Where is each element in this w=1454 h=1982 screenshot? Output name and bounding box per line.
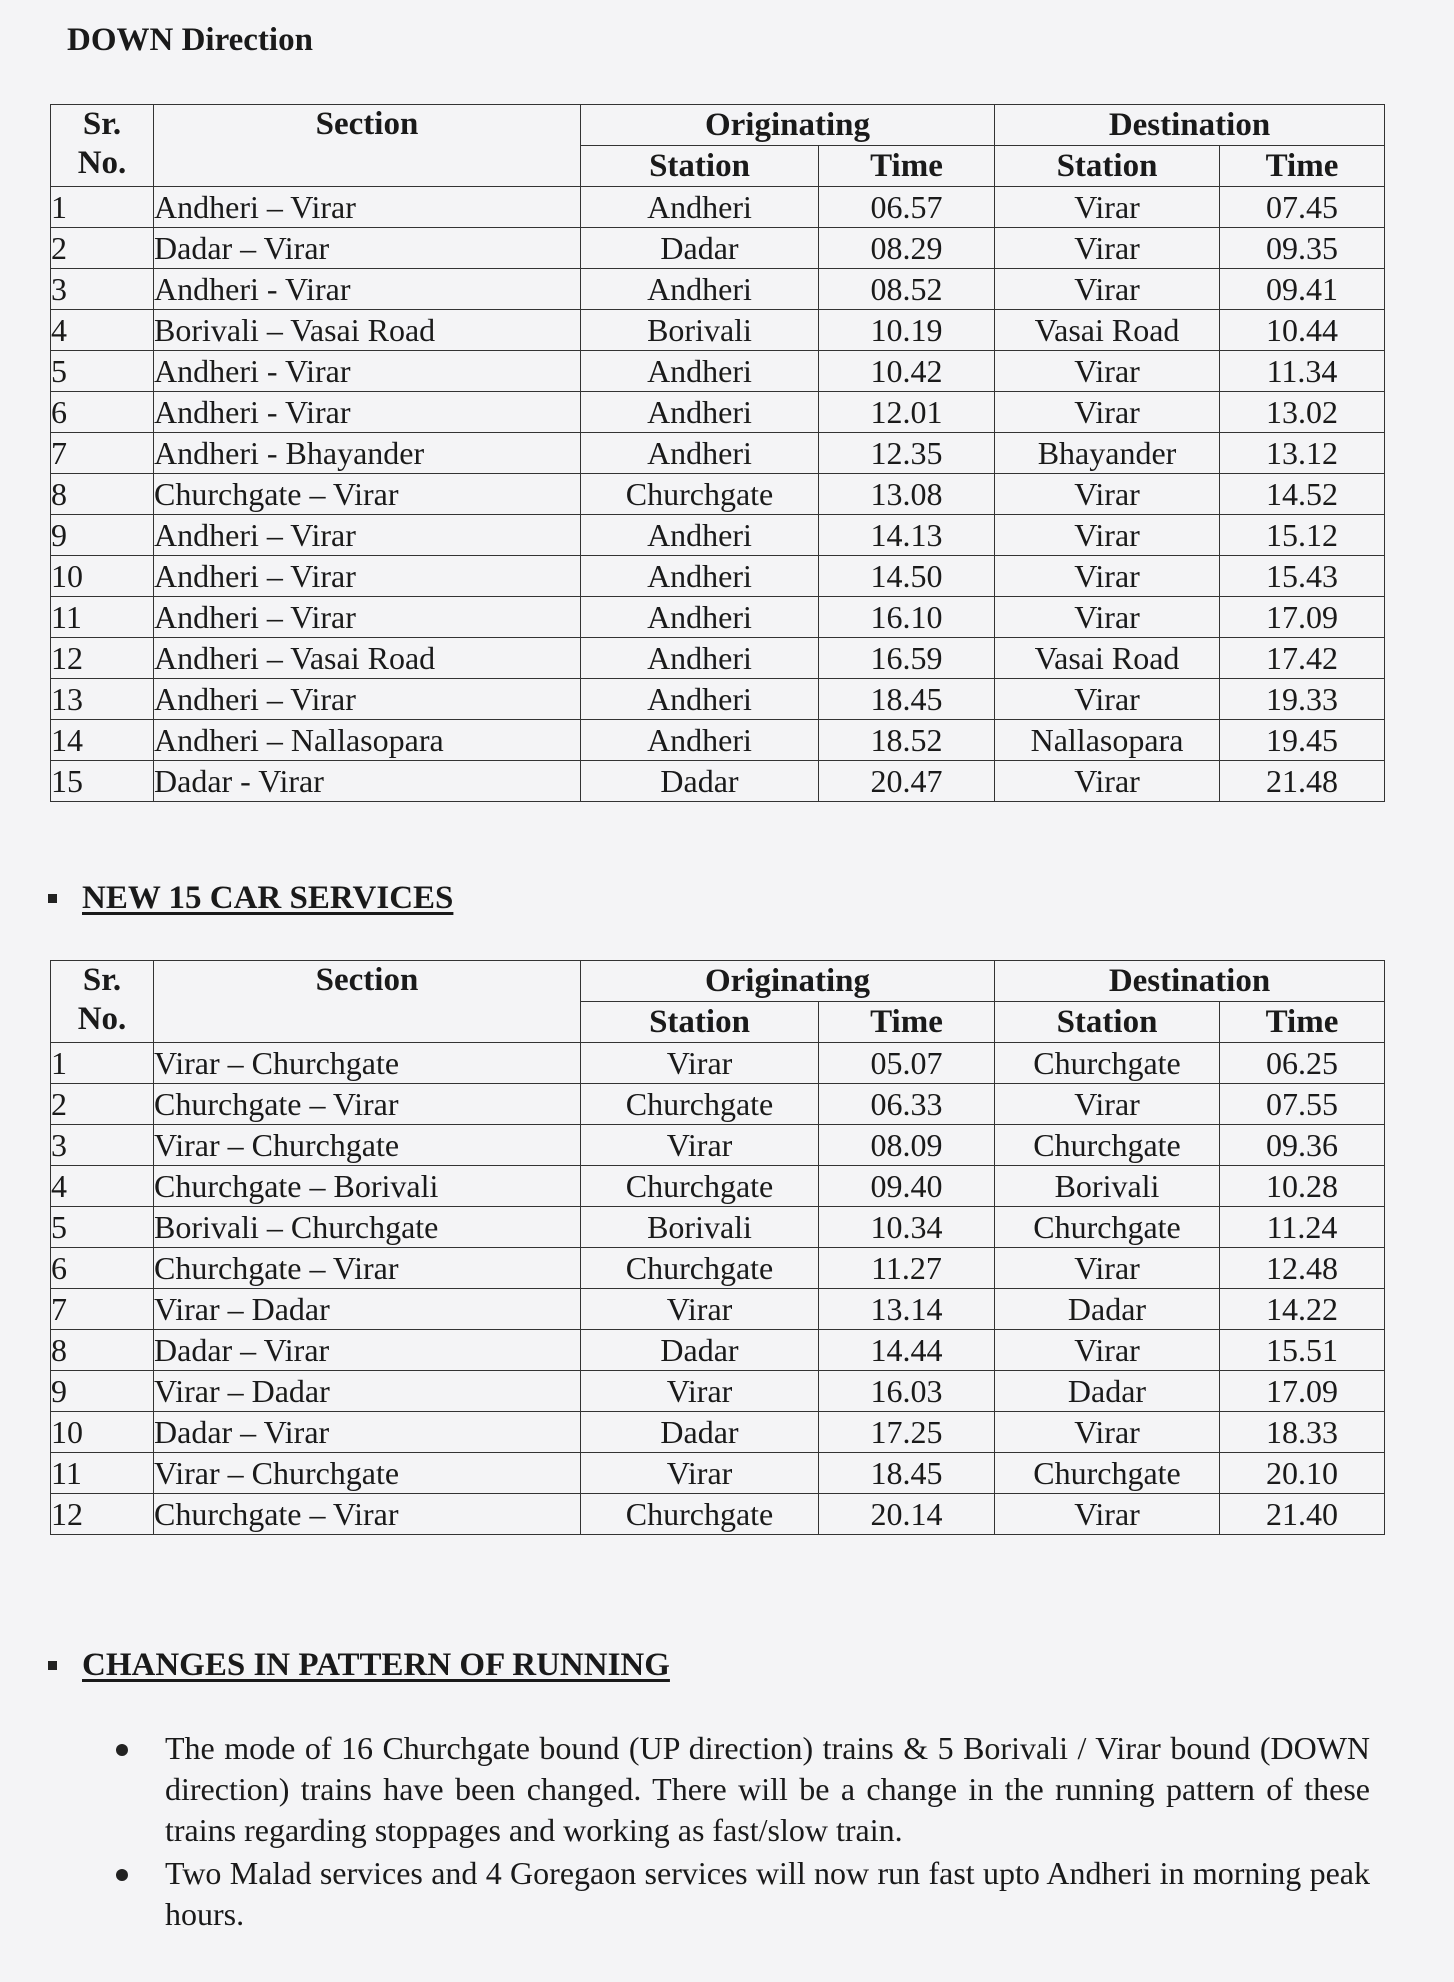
table-row: [51, 474, 1385, 515]
row-sr-no: 8: [51, 474, 154, 515]
row-orig-time: 20.47: [819, 761, 995, 802]
row-orig-time: 18.45: [819, 1453, 995, 1494]
table-row: [51, 433, 1385, 474]
row-dest-time: 15.51: [1220, 1330, 1385, 1371]
row-orig-station: Andheri: [581, 515, 819, 556]
row-orig-station: Borivali: [581, 1207, 819, 1248]
row-dest-station: Virar: [995, 1084, 1220, 1125]
row-dest-station: Virar: [995, 515, 1220, 556]
row-section: Virar – Dadar: [154, 1371, 581, 1412]
row-dest-time: 21.48: [1220, 761, 1385, 802]
row-orig-time: 16.10: [819, 597, 995, 638]
row-dest-station: Virar: [995, 1248, 1220, 1289]
row-dest-time: 11.34: [1220, 351, 1385, 392]
table-row: [51, 515, 1385, 556]
row-orig-time: 08.52: [819, 269, 995, 310]
row-orig-time: 10.19: [819, 310, 995, 351]
row-section: Andheri – Virar: [154, 187, 581, 228]
row-orig-time: 13.14: [819, 1289, 995, 1330]
row-sr-no: 10: [51, 556, 154, 597]
row-orig-station: Churchgate: [581, 1248, 819, 1289]
row-dest-station: Virar: [995, 1412, 1220, 1453]
header-orig-station: Station: [581, 1002, 819, 1043]
row-dest-time: 12.48: [1220, 1248, 1385, 1289]
row-orig-time: 14.13: [819, 515, 995, 556]
table-row: [51, 1371, 1385, 1412]
row-section: Andheri – Virar: [154, 597, 581, 638]
row-orig-station: Virar: [581, 1453, 819, 1494]
row-orig-time: 06.33: [819, 1084, 995, 1125]
header-dest-time: Time: [1220, 1002, 1385, 1043]
row-orig-time: 10.42: [819, 351, 995, 392]
row-dest-station: Virar: [995, 761, 1220, 802]
row-orig-time: 06.57: [819, 187, 995, 228]
row-section: Churchgate – Virar: [154, 1084, 581, 1125]
row-dest-time: 17.09: [1220, 597, 1385, 638]
row-orig-time: 11.27: [819, 1248, 995, 1289]
table-row: [51, 187, 1385, 228]
list-item: [110, 1728, 1370, 1851]
header-section: Section: [154, 105, 581, 187]
header-orig-time: Time: [819, 1002, 995, 1043]
row-sr-no: 5: [51, 351, 154, 392]
row-orig-time: 05.07: [819, 1043, 995, 1084]
changes-heading: [48, 1647, 670, 1684]
row-sr-no: 6: [51, 392, 154, 433]
row-dest-time: 15.43: [1220, 556, 1385, 597]
row-dest-station: Virar: [995, 187, 1220, 228]
row-section: Andheri - Virar: [154, 392, 581, 433]
row-orig-time: 08.29: [819, 228, 995, 269]
row-dest-time: 15.12: [1220, 515, 1385, 556]
row-sr-no: 1: [51, 187, 154, 228]
row-sr-no: 4: [51, 310, 154, 351]
row-section: Churchgate – Borivali: [154, 1166, 581, 1207]
header-sr-no: [51, 961, 154, 1043]
row-orig-station: Dadar: [581, 761, 819, 802]
row-dest-station: Virar: [995, 597, 1220, 638]
row-orig-station: Andheri: [581, 638, 819, 679]
row-dest-time: 20.10: [1220, 1453, 1385, 1494]
row-sr-no: 3: [51, 269, 154, 310]
row-section: Virar – Churchgate: [154, 1453, 581, 1494]
row-dest-time: 09.36: [1220, 1125, 1385, 1166]
row-dest-station: Dadar: [995, 1371, 1220, 1412]
list-item-text: Two Malad services and 4 Goregaon services will now run fast upto Andheri in morning peak hours.: [165, 1855, 1370, 1932]
row-section: Andheri – Vasai Road: [154, 638, 581, 679]
bullet-square-icon: [48, 1661, 57, 1670]
row-section: Andheri - Virar: [154, 351, 581, 392]
header-orig-station: Station: [581, 146, 819, 187]
row-orig-station: Andheri: [581, 679, 819, 720]
table-row: [51, 1330, 1385, 1371]
row-orig-time: 20.14: [819, 1494, 995, 1535]
row-orig-station: Dadar: [581, 1330, 819, 1371]
row-section: Borivali – Churchgate: [154, 1207, 581, 1248]
table-row: [51, 1043, 1385, 1084]
header-sr-no: [51, 105, 154, 187]
row-orig-station: Churchgate: [581, 1084, 819, 1125]
row-orig-time: 12.01: [819, 392, 995, 433]
row-section: Dadar - Virar: [154, 761, 581, 802]
row-orig-station: Andheri: [581, 392, 819, 433]
table-row: [51, 1453, 1385, 1494]
row-dest-time: 09.35: [1220, 228, 1385, 269]
row-section: Borivali – Vasai Road: [154, 310, 581, 351]
row-dest-station: Vasai Road: [995, 638, 1220, 679]
row-orig-station: Dadar: [581, 1412, 819, 1453]
row-orig-time: 18.45: [819, 679, 995, 720]
table-row: [51, 720, 1385, 761]
header-sr: Sr. No.: [77, 962, 127, 1037]
row-sr-no: 9: [51, 515, 154, 556]
row-section: Andheri – Nallasopara: [154, 720, 581, 761]
row-dest-time: 10.44: [1220, 310, 1385, 351]
new-15-car-title: NEW 15 CAR SERVICES: [82, 880, 454, 916]
row-orig-time: 16.03: [819, 1371, 995, 1412]
table-row: [51, 1125, 1385, 1166]
row-dest-station: Virar: [995, 474, 1220, 515]
down-direction-title: DOWN Direction: [67, 22, 313, 58]
row-orig-time: 08.09: [819, 1125, 995, 1166]
row-dest-time: 19.45: [1220, 720, 1385, 761]
row-orig-time: 10.34: [819, 1207, 995, 1248]
row-orig-station: Andheri: [581, 269, 819, 310]
row-dest-station: Dadar: [995, 1289, 1220, 1330]
row-dest-station: Churchgate: [995, 1043, 1220, 1084]
row-dest-time: 11.24: [1220, 1207, 1385, 1248]
row-sr-no: 10: [51, 1412, 154, 1453]
row-sr-no: 11: [51, 597, 154, 638]
row-orig-station: Andheri: [581, 351, 819, 392]
row-sr-no: 12: [51, 1494, 154, 1535]
row-dest-time: 14.52: [1220, 474, 1385, 515]
row-dest-station: Virar: [995, 392, 1220, 433]
row-dest-time: 06.25: [1220, 1043, 1385, 1084]
header-dest-station: Station: [995, 1002, 1220, 1043]
row-section: Dadar – Virar: [154, 1330, 581, 1371]
row-orig-time: 09.40: [819, 1166, 995, 1207]
bullet-dot-icon: [116, 1744, 128, 1756]
row-orig-time: 13.08: [819, 474, 995, 515]
row-section: Virar – Churchgate: [154, 1125, 581, 1166]
row-orig-station: Andheri: [581, 187, 819, 228]
row-section: Churchgate – Virar: [154, 1494, 581, 1535]
table-row: [51, 392, 1385, 433]
row-orig-station: Churchgate: [581, 1166, 819, 1207]
table-row: [51, 310, 1385, 351]
row-orig-time: 17.25: [819, 1412, 995, 1453]
row-dest-station: Borivali: [995, 1166, 1220, 1207]
row-dest-time: 18.33: [1220, 1412, 1385, 1453]
table-row: [51, 1412, 1385, 1453]
header-sr: Sr. No.: [77, 106, 127, 181]
row-sr-no: 6: [51, 1248, 154, 1289]
row-sr-no: 7: [51, 1289, 154, 1330]
list-item: [110, 1853, 1370, 1935]
row-section: Andheri - Virar: [154, 269, 581, 310]
row-sr-no: 5: [51, 1207, 154, 1248]
row-orig-station: Virar: [581, 1043, 819, 1084]
table-row: [51, 1084, 1385, 1125]
row-sr-no: 4: [51, 1166, 154, 1207]
row-orig-station: Andheri: [581, 720, 819, 761]
row-orig-station: Andheri: [581, 433, 819, 474]
row-dest-time: 14.22: [1220, 1289, 1385, 1330]
row-sr-no: 15: [51, 761, 154, 802]
bullet-dot-icon: [116, 1869, 128, 1881]
row-dest-time: 07.55: [1220, 1084, 1385, 1125]
table-row: [51, 1248, 1385, 1289]
row-section: Dadar – Virar: [154, 1412, 581, 1453]
row-dest-time: 10.28: [1220, 1166, 1385, 1207]
table-row: [51, 638, 1385, 679]
row-sr-no: 8: [51, 1330, 154, 1371]
row-orig-station: Borivali: [581, 310, 819, 351]
table-row: [51, 679, 1385, 720]
table-row: [51, 1494, 1385, 1535]
row-orig-station: Andheri: [581, 556, 819, 597]
table-row: [51, 1166, 1385, 1207]
row-section: Churchgate – Virar: [154, 474, 581, 515]
row-sr-no: 11: [51, 1453, 154, 1494]
changes-list: [110, 1728, 1370, 1937]
row-dest-time: 21.40: [1220, 1494, 1385, 1535]
row-dest-station: Virar: [995, 351, 1220, 392]
new-15-car-table: [50, 960, 1385, 1535]
bullet-square-icon: [48, 894, 57, 903]
row-dest-time: 13.12: [1220, 433, 1385, 474]
row-orig-time: 16.59: [819, 638, 995, 679]
row-orig-station: Churchgate: [581, 474, 819, 515]
row-sr-no: 2: [51, 1084, 154, 1125]
row-dest-station: Virar: [995, 556, 1220, 597]
new-15-car-heading: [48, 880, 453, 917]
header-dest-time: Time: [1220, 146, 1385, 187]
row-sr-no: 1: [51, 1043, 154, 1084]
header-orig-time: Time: [819, 146, 995, 187]
row-orig-station: Andheri: [581, 597, 819, 638]
header-destination: Destination: [995, 105, 1385, 146]
table-row: [51, 228, 1385, 269]
row-sr-no: 7: [51, 433, 154, 474]
row-dest-station: Vasai Road: [995, 310, 1220, 351]
row-sr-no: 3: [51, 1125, 154, 1166]
row-section: Virar – Churchgate: [154, 1043, 581, 1084]
row-orig-time: 12.35: [819, 433, 995, 474]
changes-title: CHANGES IN PATTERN OF RUNNING: [82, 1647, 670, 1683]
row-dest-station: Churchgate: [995, 1125, 1220, 1166]
row-orig-station: Virar: [581, 1371, 819, 1412]
row-section: Andheri – Virar: [154, 679, 581, 720]
row-dest-station: Virar: [995, 679, 1220, 720]
row-dest-station: Bhayander: [995, 433, 1220, 474]
header-destination: Destination: [995, 961, 1385, 1002]
table-row: [51, 269, 1385, 310]
header-section: Section: [154, 961, 581, 1043]
header-originating: Originating: [581, 961, 995, 1002]
row-dest-time: 09.41: [1220, 269, 1385, 310]
row-dest-station: Virar: [995, 1330, 1220, 1371]
table-row: [51, 761, 1385, 802]
row-section: Andheri – Virar: [154, 515, 581, 556]
table-row: [51, 597, 1385, 638]
row-dest-station: Churchgate: [995, 1453, 1220, 1494]
row-section: Dadar – Virar: [154, 228, 581, 269]
row-dest-time: 17.42: [1220, 638, 1385, 679]
row-dest-station: Virar: [995, 228, 1220, 269]
row-sr-no: 12: [51, 638, 154, 679]
row-section: Churchgate – Virar: [154, 1248, 581, 1289]
row-orig-time: 18.52: [819, 720, 995, 761]
row-orig-station: Virar: [581, 1125, 819, 1166]
table-row: [51, 351, 1385, 392]
row-sr-no: 2: [51, 228, 154, 269]
table-row: [51, 1289, 1385, 1330]
row-sr-no: 14: [51, 720, 154, 761]
row-orig-station: Dadar: [581, 228, 819, 269]
row-dest-station: Nallasopara: [995, 720, 1220, 761]
row-sr-no: 13: [51, 679, 154, 720]
row-dest-time: 13.02: [1220, 392, 1385, 433]
table-row: [51, 1207, 1385, 1248]
row-section: Andheri - Bhayander: [154, 433, 581, 474]
row-dest-station: Churchgate: [995, 1207, 1220, 1248]
row-orig-station: Virar: [581, 1289, 819, 1330]
row-section: Virar – Dadar: [154, 1289, 581, 1330]
row-dest-time: 19.33: [1220, 679, 1385, 720]
row-section: Andheri – Virar: [154, 556, 581, 597]
row-sr-no: 9: [51, 1371, 154, 1412]
table-row: [51, 556, 1385, 597]
header-dest-station: Station: [995, 146, 1220, 187]
list-item-text: The mode of 16 Churchgate bound (UP direction) trains & 5 Borivali / Virar bound (DOWN direction) trains have been changed. There will be a change in the running pattern of these trains regarding stoppages and working as fast/slow train.: [165, 1730, 1370, 1848]
row-dest-station: Virar: [995, 269, 1220, 310]
row-dest-time: 07.45: [1220, 187, 1385, 228]
down-direction-table: [50, 104, 1385, 802]
row-dest-station: Virar: [995, 1494, 1220, 1535]
row-orig-time: 14.50: [819, 556, 995, 597]
row-orig-station: Churchgate: [581, 1494, 819, 1535]
header-originating: Originating: [581, 105, 995, 146]
row-dest-time: 17.09: [1220, 1371, 1385, 1412]
row-orig-time: 14.44: [819, 1330, 995, 1371]
